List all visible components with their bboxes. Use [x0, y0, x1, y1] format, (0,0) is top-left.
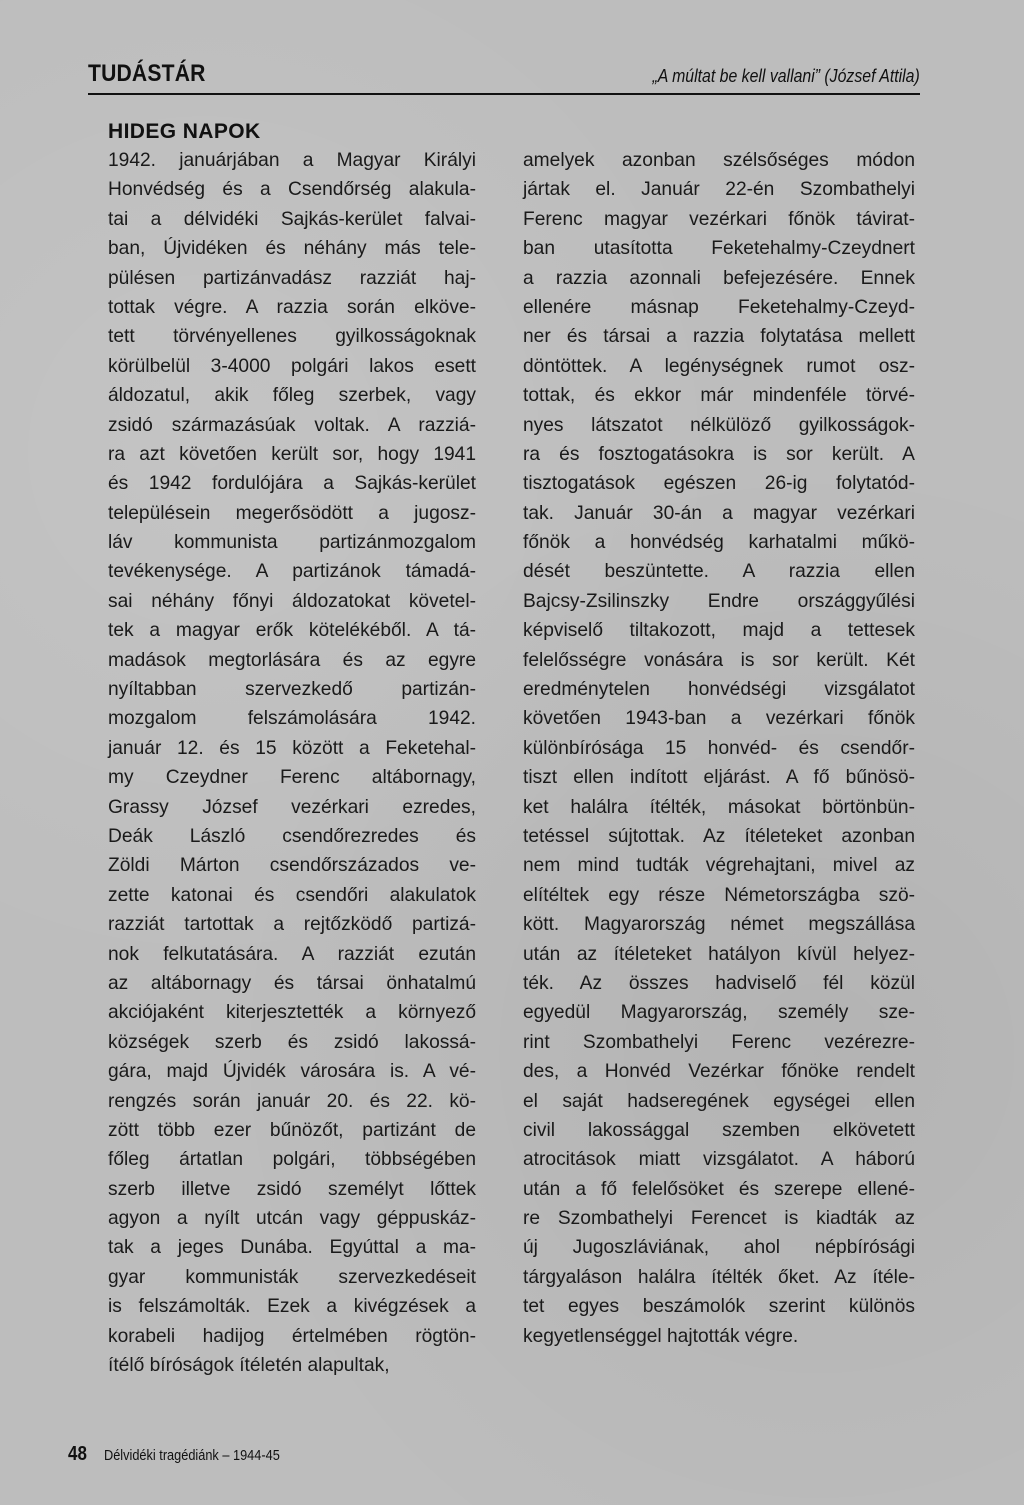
- text-line: képviselő tiltakozott, majd a tettesek: [523, 620, 915, 642]
- text-line: dését beszüntette. A razzia ellen: [523, 561, 915, 583]
- text-line: Deák László csendőrezredes és: [108, 825, 476, 847]
- text-line: korabeli hadijog értelmében rögtön-: [108, 1325, 476, 1347]
- text-line: döntöttek. A legénységnek rumot osz-: [523, 355, 915, 377]
- article-title: HIDEG NAPOK: [108, 120, 261, 143]
- page-header: [88, 60, 920, 96]
- text-line: tai a délvidéki Sajkás-kerület falvai-: [108, 208, 476, 230]
- text-line: nyíltabban szervezkedő partizán-: [108, 679, 476, 701]
- text-line: mozgalom felszámolására 1942.: [108, 708, 476, 730]
- text-line: ítélő bíróságok ítéletén alapultak,: [108, 1355, 390, 1377]
- text-line: tottak, és ekkor már mindenféle törvé-: [523, 385, 915, 407]
- text-line: nyes látszatot nélkülöző gyilkosságok-: [523, 414, 915, 436]
- text-line: Zöldi Márton csendőrszázados ve-: [108, 855, 476, 877]
- text-line: ra és fosztogatásokra is sor került. A: [523, 443, 915, 465]
- text-line: tisztogatások egészen 26-ig folytatód-: [523, 473, 915, 495]
- text-line: körülbelül 3-4000 polgári lakos esett: [108, 355, 476, 377]
- text-line: tevékenysége. A partizánok támadá-: [108, 561, 476, 583]
- text-line: 1942. januárjában a Magyar Királyi: [108, 150, 476, 171]
- text-line: követően 1943-ban a vezérkari főnök: [523, 708, 915, 730]
- text-line: rint Szombathelyi Ferenc vezérezre-: [523, 1031, 915, 1053]
- text-line: tett törvényellenes gyilkosságoknak: [108, 326, 476, 348]
- text-line: ban, Újvidéken és néhány más tele-: [108, 238, 476, 260]
- text-line: főnök a honvédség karhatalmi műkö-: [523, 532, 915, 554]
- text-line: ellenére másnap Feketehalmy-Czeyd-: [523, 296, 915, 318]
- text-line: különbírósága 15 honvéd- és csendőr-: [523, 737, 915, 759]
- left-column: [108, 146, 476, 1380]
- text-line: tek a magyar erők kötelékéből. A tá-: [108, 620, 476, 642]
- text-line: civil lakossággal szemben elkövetett: [523, 1119, 915, 1141]
- text-line: után az ítéleteket hatályon kívül helyez-: [523, 943, 915, 965]
- text-line: áldozatul, akik főleg szerbek, vagy: [108, 385, 476, 407]
- text-line: eredménytelen honvédségi vizsgálatot: [523, 679, 915, 701]
- text-line: láv kommunista partizánmozgalom: [108, 532, 476, 554]
- text-line: my Czeydner Ferenc altábornagy,: [108, 767, 476, 789]
- text-line: ra azt követően került sor, hogy 1941: [108, 443, 476, 465]
- text-line: amelyek azonban szélsőséges módon: [523, 150, 915, 171]
- text-line: kött. Magyarország német megszállása: [523, 914, 915, 936]
- text-line: gára, majd Újvidék városára is. A vé-: [108, 1061, 476, 1083]
- text-line: településein megerősödött a jugosz-: [108, 502, 476, 524]
- text-line: akciójaként kiterjesztették a környező: [108, 1002, 476, 1024]
- text-line: ket halálra ítélték, másokat börtönbün-: [523, 796, 915, 818]
- right-column: [523, 146, 915, 1351]
- text-line: egyedül Magyarország, személy sze-: [523, 1002, 915, 1024]
- text-line: Grassy József vezérkari ezredes,: [108, 796, 476, 818]
- text-line: ban utasította Feketehalmy-Czeydnert: [523, 238, 915, 260]
- text-line: re Szombathelyi Ferencet is kiadták az: [523, 1208, 915, 1230]
- text-line: községek szerb és zsidó lakossá-: [108, 1031, 476, 1053]
- text-line: új Jugoszláviának, ahol népbírósági: [523, 1237, 915, 1259]
- text-line: tak a jeges Dunába. Egyúttal a ma-: [108, 1237, 476, 1259]
- text-line: pülésen partizánvadász razziát haj-: [108, 267, 476, 289]
- text-line: tak. Január 30-án a magyar vezérkari: [523, 502, 915, 524]
- publication-title: Délvidéki tragédiánk – 1944-45: [104, 1447, 280, 1464]
- text-line: razziát tartottak a rejtőzködő partizá-: [108, 914, 476, 936]
- header-divider: [88, 93, 920, 95]
- text-line: zött több ezer bűnözőt, partizánt de: [108, 1119, 476, 1141]
- text-line: gyar kommunisták szervezkedéseit: [108, 1266, 476, 1288]
- text-line: Honvédség és a Csendőrség alakula-: [108, 179, 476, 201]
- text-line: tet egyes beszámolók szerint különös: [523, 1296, 915, 1318]
- text-line: ték. Az összes hadviselő fél közül: [523, 972, 915, 994]
- text-line: sai néhány főnyi áldozatokat követel-: [108, 590, 476, 612]
- text-line: főleg ártatlan polgári, többségében: [108, 1149, 476, 1171]
- text-line: elítéltek egy része Németországba szö-: [523, 884, 915, 906]
- text-line: nok felkutatására. A razziát ezután: [108, 943, 476, 965]
- text-line: szerb illetve zsidó személyt lőttek: [108, 1178, 476, 1200]
- text-line: kegyetlenséggel hajtották végre.: [523, 1325, 799, 1347]
- text-line: tetéssel sújtottak. Az ítéleteket azonban: [523, 825, 915, 847]
- text-line: január 12. és 15 között a Feketehal-: [108, 737, 476, 759]
- text-line: zette katonai és csendőri alakulatok: [108, 884, 476, 906]
- text-line: des, a Honvéd Vezérkar főnöke rendelt: [523, 1061, 915, 1083]
- text-line: tiszt ellen indított eljárást. A fő bűnösö-: [523, 767, 915, 789]
- text-line: rengzés során január 20. és 22. kö-: [108, 1090, 476, 1112]
- text-line: Ferenc magyar vezérkari főnök távirat-: [523, 208, 915, 230]
- page-number: 48: [68, 1443, 87, 1465]
- text-line: után a fő felelősöket és szerepe ellené-: [523, 1178, 915, 1200]
- text-line: is felszámolták. Ezek a kivégzések a: [108, 1296, 476, 1318]
- text-line: és 1942 fordulójára a Sajkás-kerület: [108, 473, 476, 495]
- text-line: Bajcsy-Zsilinszky Endre országgyűlési: [523, 590, 915, 612]
- text-line: az altábornagy és társai önhatalmú: [108, 972, 476, 994]
- text-line: agyon a nyílt utcán vagy géppuskáz-: [108, 1208, 476, 1230]
- text-line: tottak végre. A razzia során elköve-: [108, 296, 476, 318]
- header-quote: „A múltat be kell vallani” (József Attila): [652, 66, 920, 86]
- text-line: jártak el. Január 22-én Szombathelyi: [523, 179, 915, 201]
- text-line: zsidó származásúak voltak. A razziá-: [108, 414, 476, 436]
- text-line: felelősségre vonására is sor került. Két: [523, 649, 915, 671]
- text-line: a razzia azonnali befejezésére. Ennek: [523, 267, 915, 289]
- text-line: el saját hadseregének egységei ellen: [523, 1090, 915, 1112]
- section-label: TUDÁSTÁR: [88, 60, 206, 87]
- text-line: atrocitások miatt vizsgálatot. A háború: [523, 1149, 915, 1171]
- text-line: madások megtorlására és az egyre: [108, 649, 476, 671]
- text-line: tárgyaláson halálra ítélték őket. Az ítéle-: [523, 1266, 915, 1288]
- text-line: ner és társai a razzia folytatása mellett: [523, 326, 915, 348]
- text-line: nem mind tudták végrehajtani, mivel az: [523, 855, 915, 877]
